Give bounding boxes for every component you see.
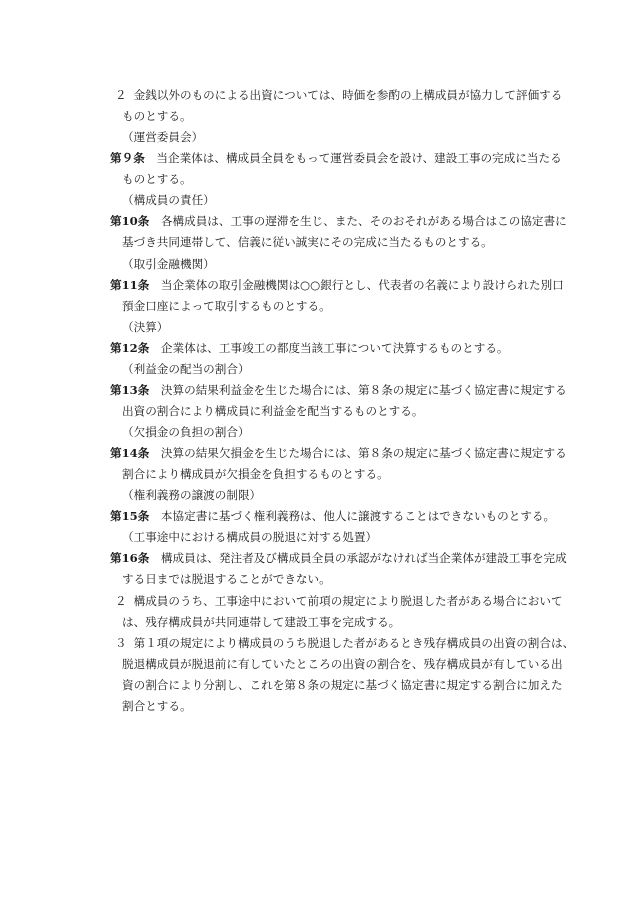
article-number: 第９条 bbox=[110, 151, 145, 166]
continuation-line: 資の割合により分割し、これを第８条の規定に基づく協定書に規定する割合に加えた bbox=[122, 677, 563, 692]
continuation-line: 割合により構成員が欠損金を負担するものとする。 bbox=[122, 467, 389, 482]
paragraph-line bbox=[110, 591, 585, 612]
continuation-line: 基づき共同連帯して、信義に従い誠実にその完成に当たるものとする。 bbox=[122, 235, 493, 250]
article-line bbox=[110, 548, 585, 569]
article-line bbox=[110, 211, 585, 232]
continuation-line: する日までは脱退することができない。 bbox=[122, 572, 331, 587]
article-text: 決算の結果欠損金を生じた場合には、第８条の規定に基づく協定書に規定する bbox=[160, 446, 567, 461]
paragraph-line bbox=[110, 85, 585, 106]
paragraph-line bbox=[110, 633, 585, 654]
article-text: 本協定書に基づく権利義務は、他人に譲渡することはできないものとする。 bbox=[160, 509, 556, 524]
article-heading: （権利義務の譲渡の制限） bbox=[122, 488, 262, 503]
continuation-line: 割合とする。 bbox=[122, 698, 192, 713]
continuation-line: 預金口座によって取引するものとする。 bbox=[122, 298, 331, 313]
article-line bbox=[110, 338, 585, 359]
article-heading: （構成員の責任） bbox=[122, 193, 215, 208]
continuation-line: ものとする。 bbox=[122, 109, 192, 124]
continuation-line: ものとする。 bbox=[122, 172, 192, 187]
article-heading: （欠損金の負担の割合） bbox=[122, 425, 250, 439]
paragraph-number: ３ bbox=[115, 635, 127, 650]
continuation-line: 脱退構成員が脱退前に有していたところの出資の割合を、残存構成員が有している出 bbox=[122, 656, 563, 671]
article-text: 企業体は、工事竣工の都度当該工事について決算するものとする。 bbox=[160, 340, 509, 355]
paragraph-text: 構成員のうち、工事途中において前項の規定により脱退した者がある場合において bbox=[133, 593, 563, 608]
document-body bbox=[110, 85, 585, 717]
paragraph-number: ２ bbox=[115, 88, 127, 102]
article-number: 第12条 bbox=[110, 340, 150, 355]
article-text: 当企業体は、構成員全員をもって運営委員会を設け、建設工事の完成に当たる bbox=[156, 151, 562, 166]
paragraph-number: ２ bbox=[115, 593, 127, 608]
article-heading: （工事途中における構成員の脱退に対する処置） bbox=[122, 530, 378, 545]
article-line bbox=[110, 148, 585, 169]
article-number: 第15条 bbox=[110, 509, 150, 524]
article-line bbox=[110, 275, 585, 296]
continuation-line: は、残存構成員が共同連帯して建設工事を完成する。 bbox=[122, 614, 401, 629]
paragraph-text: 第１項の規定により構成員のうち脱退した者があるとき残存構成員の出資の割合は、 bbox=[133, 635, 575, 650]
article-number: 第16条 bbox=[110, 551, 150, 566]
article-number: 第10条 bbox=[110, 214, 150, 229]
article-number: 第13条 bbox=[110, 382, 150, 397]
article-heading: （決算） bbox=[122, 319, 169, 334]
continuation-line: 出資の割合により構成員に利益金を配当するものとする。 bbox=[122, 403, 424, 418]
article-line bbox=[110, 443, 585, 464]
paragraph-text: 金銭以外のものによる出資については、時価を参酌の上構成員が協力して評価する bbox=[133, 88, 563, 102]
article-number: 第11条 bbox=[110, 277, 150, 292]
article-heading: （運営委員会） bbox=[122, 130, 204, 145]
article-heading: （取引金融機関） bbox=[122, 256, 215, 271]
article-text: 決算の結果利益金を生じた場合には、第８条の規定に基づく協定書に規定する bbox=[160, 382, 567, 397]
article-text: 当企業体の取引金融機関は○○銀行とし、代表者の名義により設けられた別口 bbox=[160, 277, 564, 292]
article-heading: （利益金の配当の割合） bbox=[122, 361, 250, 376]
article-number: 第14条 bbox=[110, 446, 150, 461]
article-text: 構成員は、発注者及び構成員全員の承認がなければ当企業体が建設工事を完成 bbox=[160, 551, 567, 566]
article-line bbox=[110, 506, 585, 527]
article-line bbox=[110, 380, 585, 401]
article-text: 各構成員は、工事の遅滞を生じ、また、そのおそれがある場合はこの協定書に bbox=[160, 214, 567, 229]
